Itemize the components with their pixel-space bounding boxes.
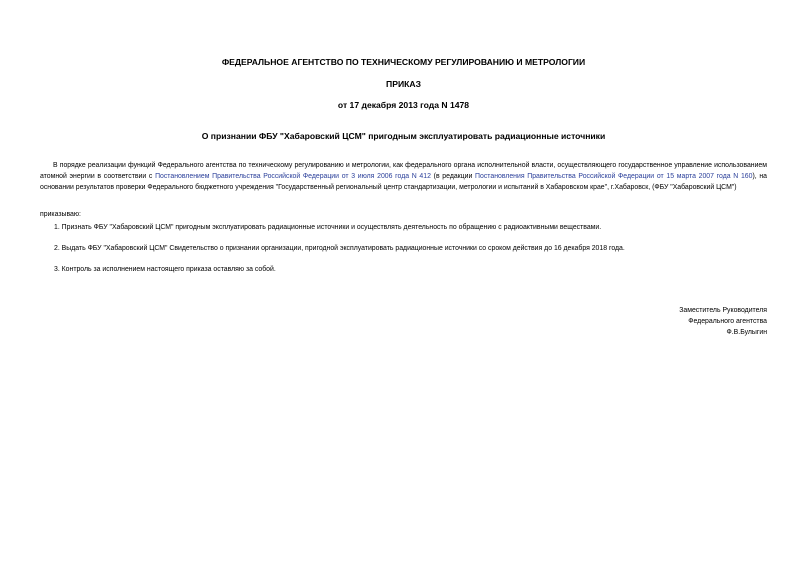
preamble-text-2: (в редакции <box>430 173 476 180</box>
order-item-3: 3. Контроль за исполнением настоящего приказа оставляю за собой. <box>54 266 276 273</box>
signature-organization: Федерального агентства <box>688 318 767 325</box>
order-item-2: 2. Выдать ФБУ "Хабаровский ЦСМ" Свидетельство о признании организации, пригодной эксплуатировать радиационные источники со сроком действия до 16 декабря 2018 года. <box>54 245 625 252</box>
order-date: от 17 декабря 2013 года N 1478 <box>337 100 470 110</box>
signature-position: Заместитель Руководителя <box>679 307 767 314</box>
preamble-paragraph <box>40 160 767 193</box>
agency-heading: ФЕДЕРАЛЬНОЕ АГЕНТСТВО ПО ТЕХНИЧЕСКОМУ РЕГУЛИРОВАНИЮ И МЕТРОЛОГИИ <box>221 57 586 67</box>
signature-name: Ф.В.Булыгин <box>726 329 767 336</box>
order-item-1: 1. Признать ФБУ "Хабаровский ЦСМ" пригодным эксплуатировать радиационные источники и осуществлять деятельность по обращению с радиоактивными веществами. <box>54 224 602 231</box>
preamble-text-3: ), на основании результатов проверки Федерального бюджетного учреждения "Государственный региональный центр стандартизации, метрологии и испытаний в Хабаровском крае", г.Хабаровск, (ФБУ "Хабаровский ЦСМ") <box>40 173 768 191</box>
order-heading: ПРИКАЗ <box>386 79 421 89</box>
document-title: О признании ФБУ "Хабаровский ЦСМ" пригодным эксплуатировать радиационные источники <box>201 131 606 141</box>
decree-link-160[interactable]: Постановления Правительства Российской Федерации от 15 марта 2007 года N 160 <box>475 173 753 180</box>
order-directive: приказываю: <box>40 211 81 218</box>
decree-link-412[interactable]: Постановлением Правительства Российской Федерации от 3 июля 2006 года N 412 <box>155 173 431 180</box>
preamble-text-1: В порядке реализации функций Федерального агентства по техническому регулированию и метрологии, как федерального органа исполнительной власти, осуществляющего государственное управление использованием атомной энергии в соответствии с <box>40 162 767 180</box>
